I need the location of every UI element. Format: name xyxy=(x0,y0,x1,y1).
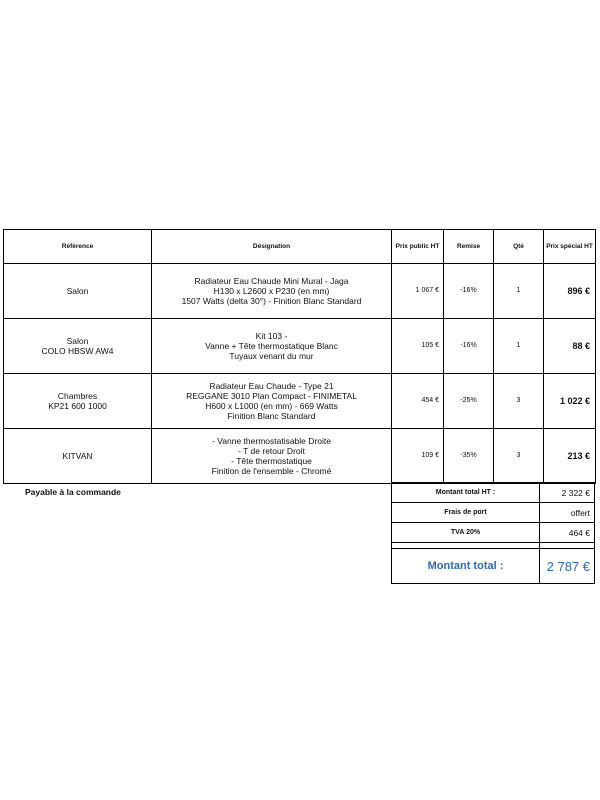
reference-line: KITVAN xyxy=(62,451,93,461)
vat-value: 464 € xyxy=(540,523,595,543)
subtotal-row xyxy=(392,483,595,503)
designation-line: 1507 Watts (delta 30°) - Finition Blanc Standard xyxy=(181,296,362,306)
designation-line: H600 x L1000 (en mm) - 669 Watts xyxy=(205,401,338,411)
cell-reference xyxy=(4,319,152,374)
grand-total-label: Montant total : xyxy=(392,549,540,584)
cell-designation xyxy=(152,374,392,429)
cell-qty: 1 xyxy=(494,319,544,374)
reference-line: Salon xyxy=(66,286,89,296)
header-discount: Remise xyxy=(444,230,494,264)
header-designation: Désignation xyxy=(152,230,392,264)
reference-line: Salon xyxy=(66,336,89,346)
subtotal-label: Montant total HT : xyxy=(392,483,540,503)
totals-table xyxy=(391,482,595,584)
header-public-price: Prix public HT xyxy=(392,230,444,264)
designation-line: Radiateur Eau Chaude - Type 21 xyxy=(209,381,334,391)
designation-line: Radiateur Eau Chaude Mini Mural - Jaga xyxy=(194,276,349,286)
vat-row xyxy=(392,523,595,543)
quote-items-table xyxy=(3,229,596,484)
subtotal-value: 2 322 € xyxy=(540,483,595,503)
cell-reference xyxy=(4,264,152,319)
table-row xyxy=(4,319,596,374)
cell-discount: -16% xyxy=(444,319,494,374)
cell-designation xyxy=(152,264,392,319)
cell-public-price: 1 067 € xyxy=(392,264,444,319)
grand-total-value: 2 787 € xyxy=(540,549,595,584)
reference-line: Chambres xyxy=(57,391,98,401)
grand-total-row xyxy=(392,549,595,584)
designation-line: REGGANE 3010 Plan Compact - FINIMETAL xyxy=(186,391,357,401)
payment-note: Payable à la commande xyxy=(25,487,121,497)
table-row xyxy=(4,374,596,429)
table-row xyxy=(4,264,596,319)
designation-line: - T de retour Droit xyxy=(238,446,305,456)
cell-special-price: 88 € xyxy=(544,319,596,374)
cell-reference xyxy=(4,374,152,429)
table-header-row xyxy=(4,230,596,264)
table-row xyxy=(4,429,596,484)
cell-qty: 1 xyxy=(494,264,544,319)
cell-special-price: 213 € xyxy=(544,429,596,484)
cell-discount: -16% xyxy=(444,264,494,319)
shipping-label: Frais de port xyxy=(392,503,540,523)
designation-line: H130 x L2600 x P230 (en mm) xyxy=(213,286,330,296)
shipping-row xyxy=(392,503,595,523)
cell-special-price: 896 € xyxy=(544,264,596,319)
cell-reference xyxy=(4,429,152,484)
designation-line: Finition Blanc Standard xyxy=(227,411,316,421)
cell-special-price: 1 022 € xyxy=(544,374,596,429)
cell-public-price: 454 € xyxy=(392,374,444,429)
cell-discount: -25% xyxy=(444,374,494,429)
cell-designation xyxy=(152,429,392,484)
designation-line: Kit 103 - xyxy=(255,331,288,341)
cell-qty: 3 xyxy=(494,374,544,429)
designation-line: - Tête thermostatique xyxy=(231,456,312,466)
designation-line: Finition de l'ensemble - Chromé xyxy=(211,466,332,476)
quote-table-container xyxy=(3,229,595,484)
header-reference: Référence xyxy=(4,230,152,264)
header-special-price: Prix spécial HT xyxy=(544,230,596,264)
cell-discount: -35% xyxy=(444,429,494,484)
designation-line: Vanne + Tête thermostatique Blanc xyxy=(205,341,338,351)
cell-qty: 3 xyxy=(494,429,544,484)
cell-public-price: 109 € xyxy=(392,429,444,484)
reference-line: COLO HBSW AW4 xyxy=(41,346,114,356)
cell-designation xyxy=(152,319,392,374)
shipping-value: offert xyxy=(540,503,595,523)
designation-line: - Vanne thermostatisable Droite xyxy=(212,436,331,446)
cell-public-price: 105 € xyxy=(392,319,444,374)
header-qty: Qté xyxy=(494,230,544,264)
reference-line: KP21 600 1000 xyxy=(48,401,107,411)
designation-line: Tuyaux venant du mur xyxy=(229,351,314,361)
vat-label: TVA 20% xyxy=(392,523,540,543)
